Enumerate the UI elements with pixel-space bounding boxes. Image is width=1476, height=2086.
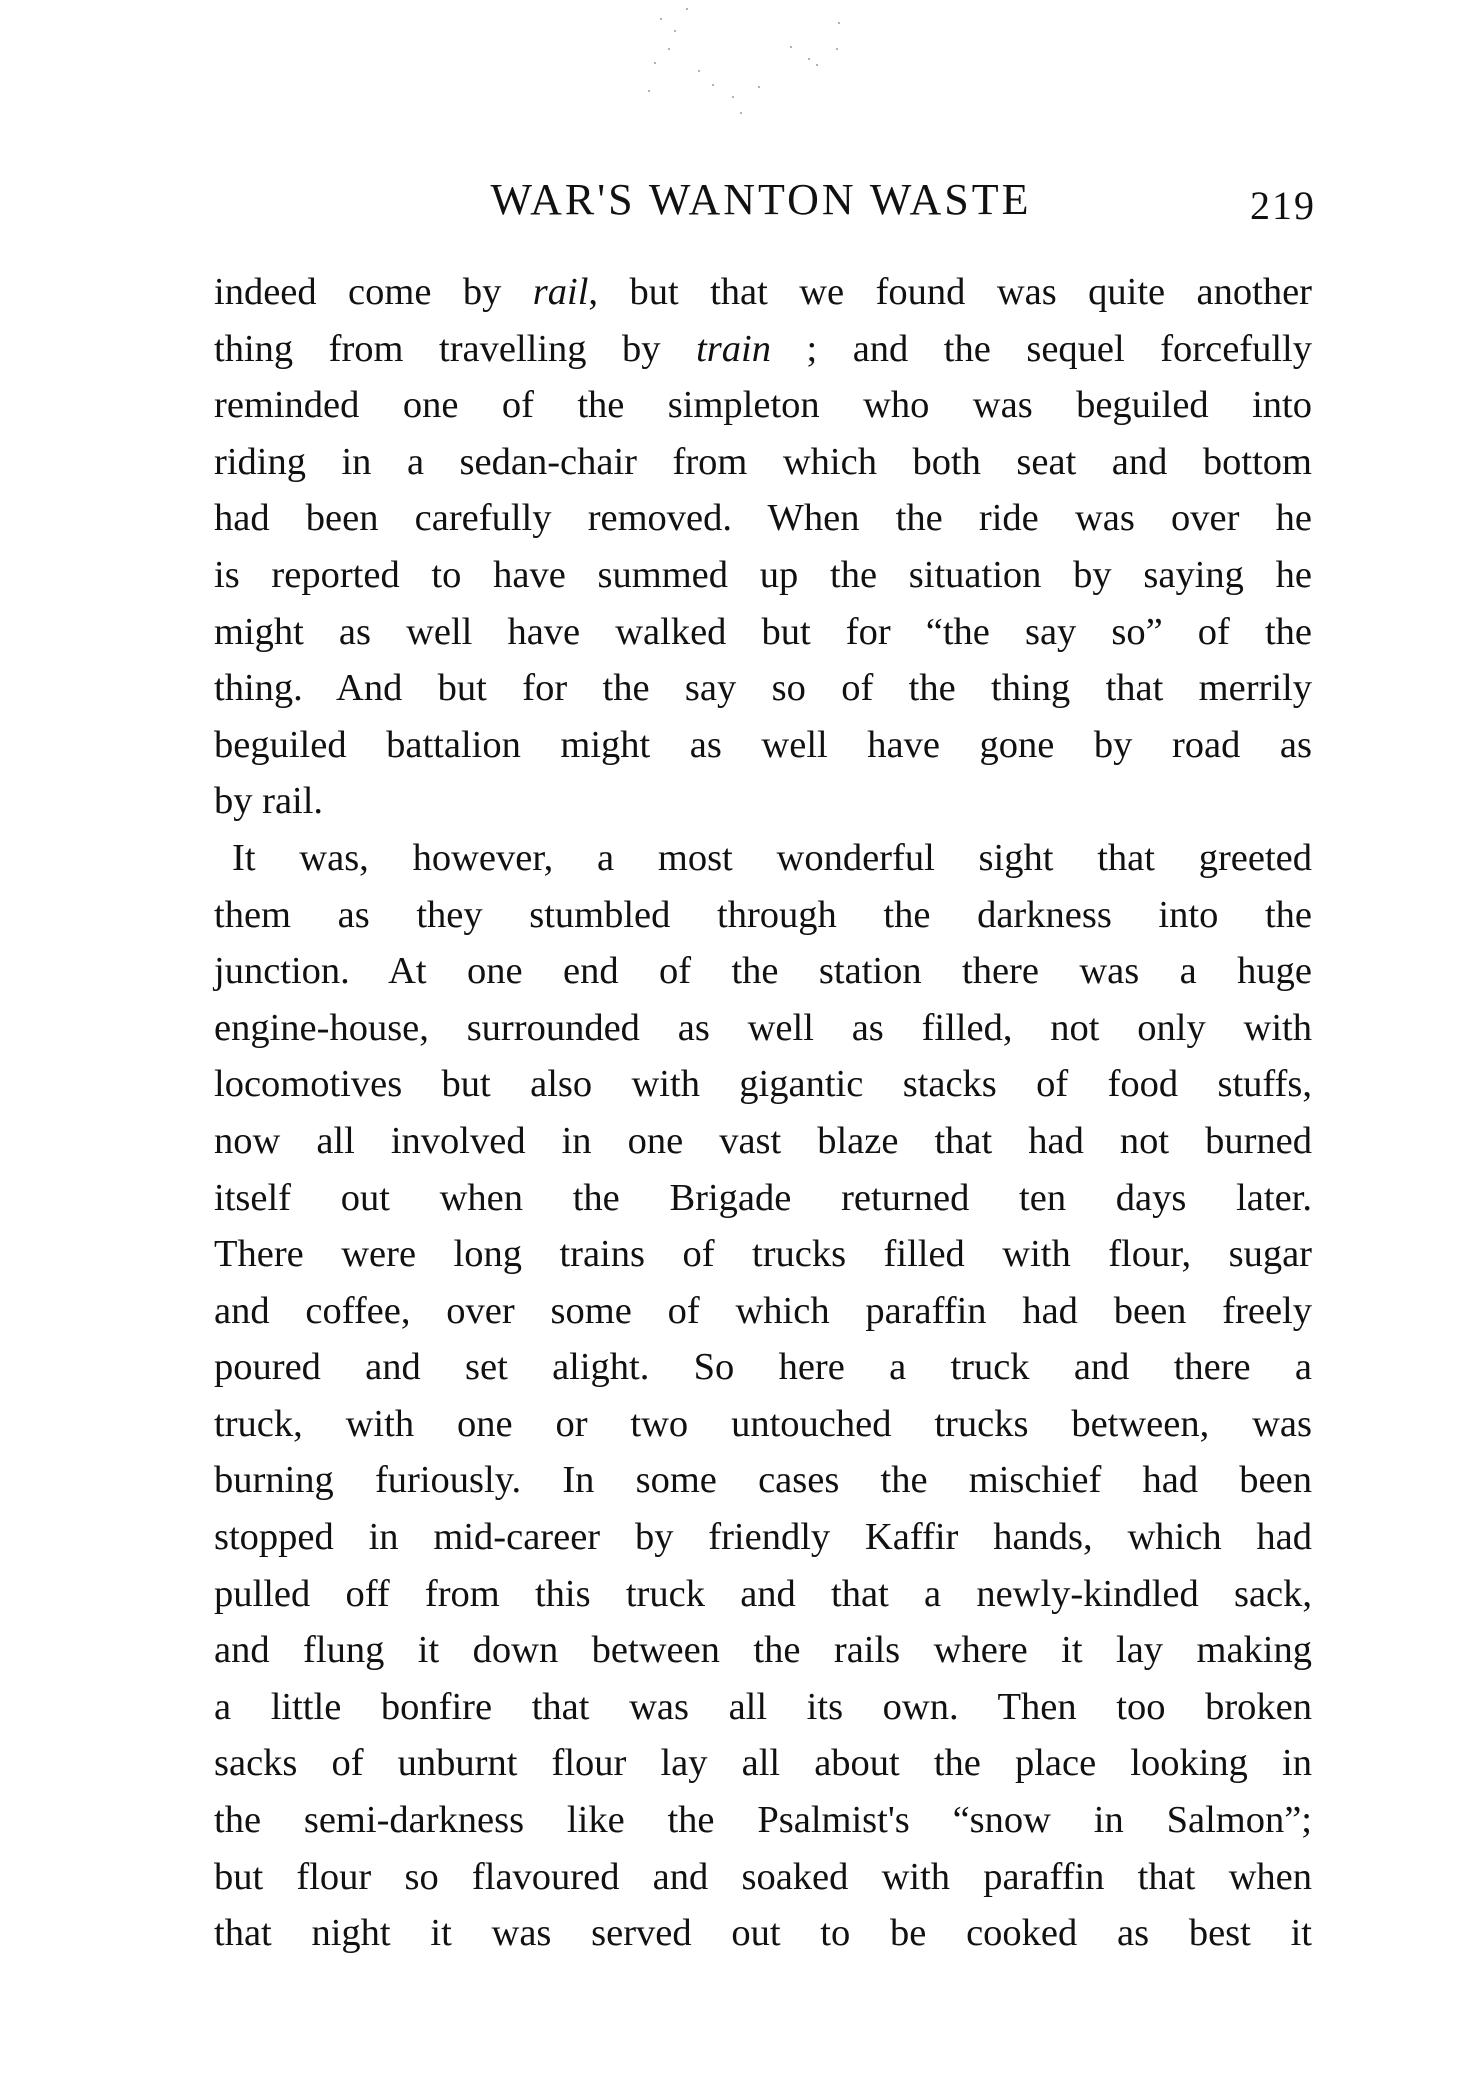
text-line bbox=[214, 1792, 1312, 1849]
text-run: engine-house, surrounded as well as filled, not only with bbox=[214, 1006, 1312, 1049]
text-line bbox=[214, 1113, 1312, 1170]
text-line bbox=[214, 264, 1312, 321]
running-header bbox=[0, 170, 1476, 230]
text-line bbox=[214, 1905, 1312, 1962]
text-run: junction. At one end of the station there was a huge bbox=[214, 950, 1312, 993]
text-line bbox=[214, 943, 1312, 1000]
text-run: There were long trains of trucks filled with flour, sugar bbox=[214, 1233, 1312, 1276]
text-run: thing from travelling by bbox=[214, 327, 697, 370]
text-line bbox=[214, 1170, 1312, 1227]
italic-word: rail bbox=[532, 271, 589, 313]
italic-word: train bbox=[696, 327, 771, 370]
text-line bbox=[214, 773, 1312, 830]
text-run: and flung it down between the rails where it lay making bbox=[214, 1629, 1312, 1672]
text-run: beguiled battalion might as well have gone by road as bbox=[214, 723, 1312, 766]
text-run: pulled off from this truck and that a newly-kindled sack, bbox=[214, 1572, 1312, 1615]
text-line bbox=[214, 1056, 1312, 1113]
text-line bbox=[214, 1849, 1312, 1906]
paragraph bbox=[214, 264, 1312, 830]
text-line bbox=[214, 377, 1312, 434]
text-run: indeed come by bbox=[214, 271, 533, 313]
text-line bbox=[214, 490, 1312, 547]
text-run: thing. And but for the say so of the thing that merrily bbox=[214, 667, 1312, 710]
text-run: sacks of unburnt flour lay all about the place looking in bbox=[214, 1742, 1312, 1785]
text-line bbox=[214, 547, 1312, 604]
text-line bbox=[214, 1000, 1312, 1057]
text-run: ; and the sequel forcefully bbox=[770, 327, 1312, 370]
text-line bbox=[214, 1622, 1312, 1679]
text-run: poured and set alight. So here a truck and there a bbox=[214, 1346, 1312, 1389]
text-run: by rail. bbox=[214, 780, 324, 823]
text-run: burning furiously. In some cases the mischief had been bbox=[214, 1459, 1312, 1502]
text-line bbox=[214, 434, 1312, 491]
text-run: now all involved in one vast blaze that had not burned bbox=[214, 1119, 1312, 1162]
text-line bbox=[214, 830, 1312, 887]
text-run: stopped in mid-career by friendly Kaffir hands, which had bbox=[214, 1516, 1312, 1559]
text-run: itself out when the Brigade returned ten days later. bbox=[214, 1176, 1312, 1219]
page-number: 219 bbox=[1250, 183, 1316, 228]
text-run: the semi-darkness like the Psalmist's “snow in Salmon”; bbox=[214, 1799, 1312, 1842]
text-run: reminded one of the simpleton who was beguiled into bbox=[214, 384, 1312, 427]
text-run: that night it was served out to be cooked as best it bbox=[214, 1912, 1312, 1955]
text-run: and coffee, over some of which paraffin had been freely bbox=[214, 1289, 1312, 1332]
text-line bbox=[214, 1283, 1312, 1340]
text-line bbox=[214, 1452, 1312, 1509]
text-line bbox=[214, 1226, 1312, 1283]
text-run: riding in a sedan-chair from which both seat and bottom bbox=[214, 440, 1312, 483]
text-run: locomotives but also with gigantic stacks of food stuffs, bbox=[214, 1063, 1312, 1106]
chapter-title: WAR'S WANTON WASTE bbox=[490, 175, 1032, 224]
text-line bbox=[214, 1566, 1312, 1623]
text-line bbox=[214, 1735, 1312, 1792]
text-line bbox=[214, 1396, 1312, 1453]
text-run: , but that we found was quite another bbox=[588, 271, 1312, 313]
text-run: is reported to have summed up the situation by saying he bbox=[214, 553, 1312, 596]
paragraph bbox=[214, 830, 1312, 1962]
text-line bbox=[214, 604, 1312, 661]
text-run: It was, however, a most wonderful sight that greeted bbox=[232, 836, 1312, 879]
text-line bbox=[214, 1339, 1312, 1396]
text-line bbox=[214, 1679, 1312, 1736]
body-text bbox=[214, 264, 1312, 1962]
text-run: truck, with one or two untouched trucks between, was bbox=[214, 1402, 1312, 1445]
text-run: had been carefully removed. When the ride was over he bbox=[214, 497, 1312, 540]
text-run: a little bonfire that was all its own. Then too broken bbox=[214, 1685, 1312, 1728]
scan-speckle-artifact bbox=[640, 0, 900, 130]
text-line bbox=[214, 887, 1312, 944]
text-line bbox=[214, 321, 1312, 378]
text-run: might as well have walked but for “the say so” of the bbox=[214, 610, 1312, 653]
text-line bbox=[214, 1509, 1312, 1566]
text-line bbox=[214, 660, 1312, 717]
text-line bbox=[214, 717, 1312, 774]
text-run: them as they stumbled through the darkness into the bbox=[214, 893, 1312, 936]
text-run: but flour so flavoured and soaked with paraffin that when bbox=[214, 1855, 1312, 1898]
